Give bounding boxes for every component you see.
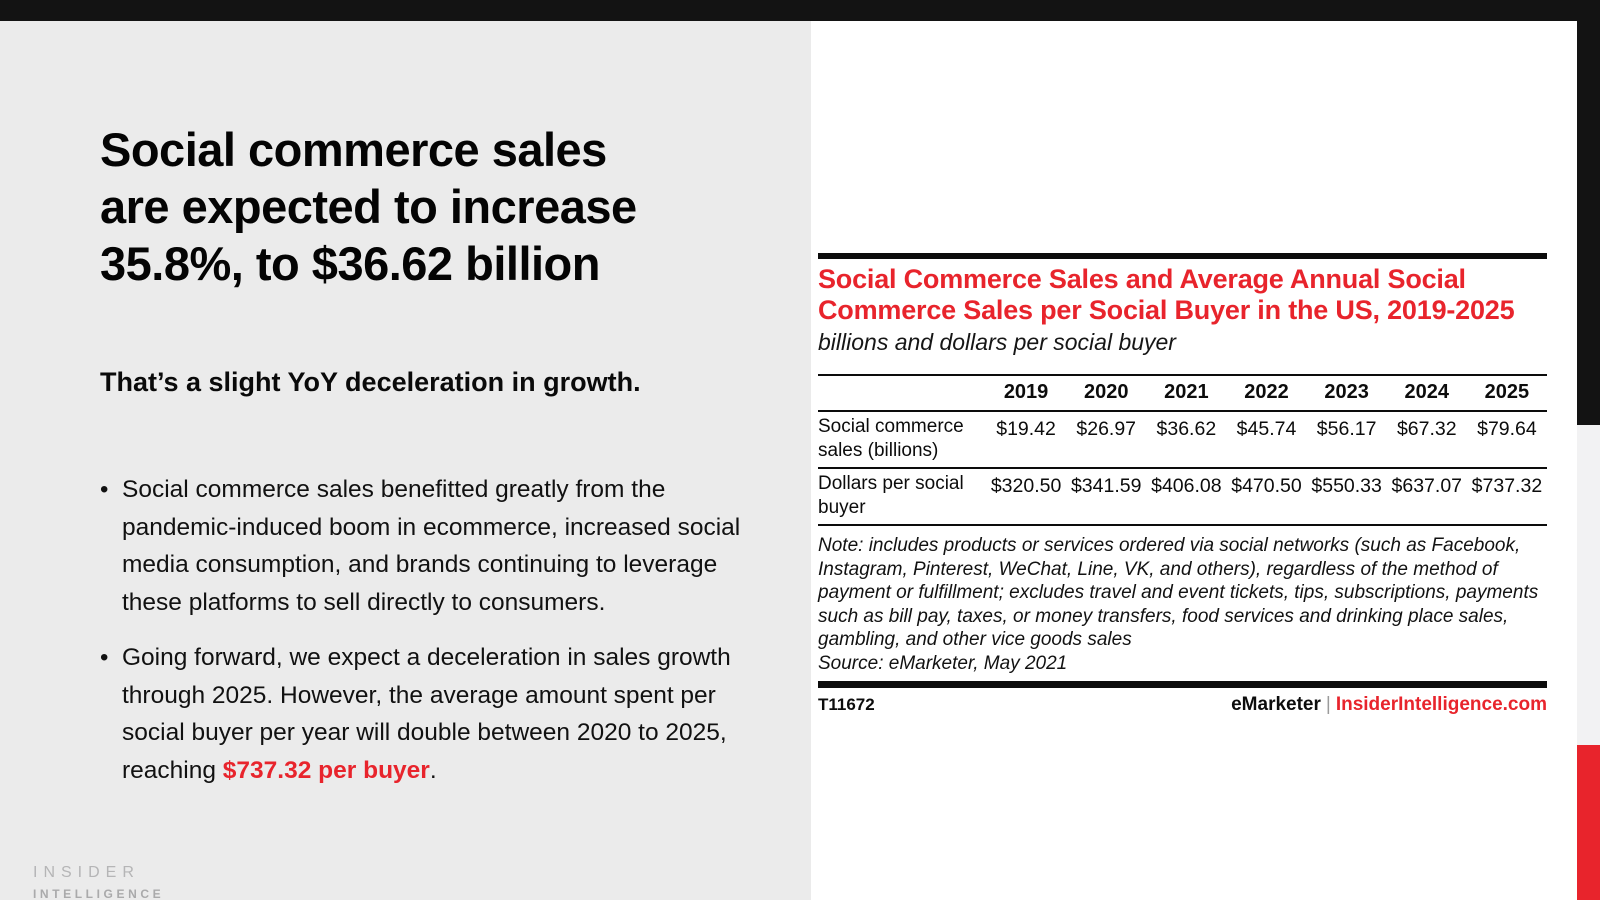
- chart-branding: [1231, 694, 1547, 716]
- header-spacer: [818, 376, 986, 383]
- year-header: 2020: [1083, 381, 1129, 403]
- chart-source: Source: eMarketer, May 2021: [818, 652, 1068, 674]
- emarketer-brand: eMarketer: [1231, 694, 1321, 715]
- bullet-icon: •: [100, 644, 109, 671]
- logo-line-intelligence: INTELLIGENCE: [33, 887, 165, 901]
- table-row: [818, 469, 1547, 526]
- table-row: [818, 412, 1547, 469]
- year-header: 2021: [1164, 381, 1209, 403]
- value-cell: $470.50: [1231, 475, 1302, 497]
- page-title-line-1: Social commerce sales: [100, 123, 607, 176]
- data-table: [818, 374, 1547, 526]
- chart-subtitle: billions and dollars per social buyer: [818, 329, 1176, 355]
- value-cell: $19.42: [996, 418, 1056, 440]
- year-header: 2023: [1324, 381, 1369, 403]
- chart-panel: [811, 21, 1577, 900]
- value-cell: $26.97: [1076, 418, 1137, 440]
- table-header-row: [818, 376, 1547, 412]
- chart-card: [818, 253, 1547, 716]
- year-header: 2025: [1484, 381, 1530, 403]
- page-title: [100, 121, 750, 292]
- bullet-text: [122, 639, 754, 789]
- edge-strip-gray: [1577, 425, 1600, 745]
- value-cell: $637.07: [1391, 475, 1463, 497]
- chart-note: Note: includes products or services ordered via social networks (such as Facebook, Instagram, Pinterest, WeChat, Line, VK, and others), regardless of the method of payment or fulfillment; excludes travel and event tickets, tips, subscriptions, payments such as bill pay, taxes, or money transfers, food services and drinking place sales, gambling, and other vice goods sales: [818, 535, 1539, 650]
- value-cell: $737.32: [1471, 475, 1543, 497]
- bullet-text: Social commerce sales benefitted greatly from the pandemic-induced boom in ecommerce, increased social media consumption, and brands continuing to leverage these platforms to sell directly to consumers.: [122, 476, 741, 616]
- value-cell: $550.33: [1311, 475, 1382, 497]
- bullet-text-before: Going forward, we expect a deceleration in sales growth through 2025. However, the average amount spent per social buyer per year will double between 2020 to 2025, reaching: [122, 644, 731, 784]
- value-cell: $341.59: [1070, 475, 1142, 497]
- bullet-list: [100, 471, 770, 807]
- chart-footer: [818, 694, 1547, 716]
- left-panel: [0, 21, 811, 900]
- insiderintelligence-link: InsiderIntelligence.com: [1335, 694, 1547, 715]
- row-label: Social commerce sales (billions): [818, 416, 964, 461]
- list-item: [100, 471, 770, 621]
- insider-intelligence-logo: [33, 864, 164, 901]
- top-bar: [0, 0, 1600, 21]
- value-cell: $45.74: [1236, 418, 1297, 440]
- page-title-line-3: 35.8%, to $36.62 billion: [100, 237, 600, 290]
- value-cell: $79.64: [1477, 418, 1537, 440]
- subheadline: That’s a slight YoY deceleration in growth.: [100, 367, 641, 397]
- brand-separator: |: [1325, 694, 1331, 715]
- logo-line-insider: INSIDER: [33, 864, 140, 881]
- edge-strip-red: [1577, 745, 1600, 900]
- chart-id: T11672: [818, 695, 875, 714]
- edge-strip: [1577, 0, 1600, 900]
- edge-strip-black: [1577, 0, 1600, 425]
- value-cell: $406.08: [1151, 475, 1222, 497]
- chart-title: Social Commerce Sales and Average Annual Social Commerce Sales per Social Buyer in the US, 2019-2025: [818, 264, 1515, 325]
- row-label: Dollars per social buyer: [818, 473, 964, 518]
- chart-bottom-rule: [818, 681, 1547, 688]
- highlight-value: $737.32 per buyer: [222, 756, 430, 784]
- value-cell: $56.17: [1316, 418, 1377, 440]
- bullet-text-after: .: [429, 756, 437, 784]
- bullet-icon: •: [100, 476, 109, 503]
- list-item: [100, 639, 770, 789]
- value-cell: $36.62: [1156, 418, 1217, 440]
- value-cell: $320.50: [990, 475, 1062, 497]
- chart-top-rule: [818, 253, 1547, 259]
- year-header: 2022: [1244, 381, 1289, 403]
- year-header: 2024: [1404, 381, 1450, 403]
- value-cell: $67.32: [1396, 418, 1457, 440]
- year-header: 2019: [1003, 381, 1049, 403]
- page-title-line-2: are expected to increase: [100, 180, 637, 233]
